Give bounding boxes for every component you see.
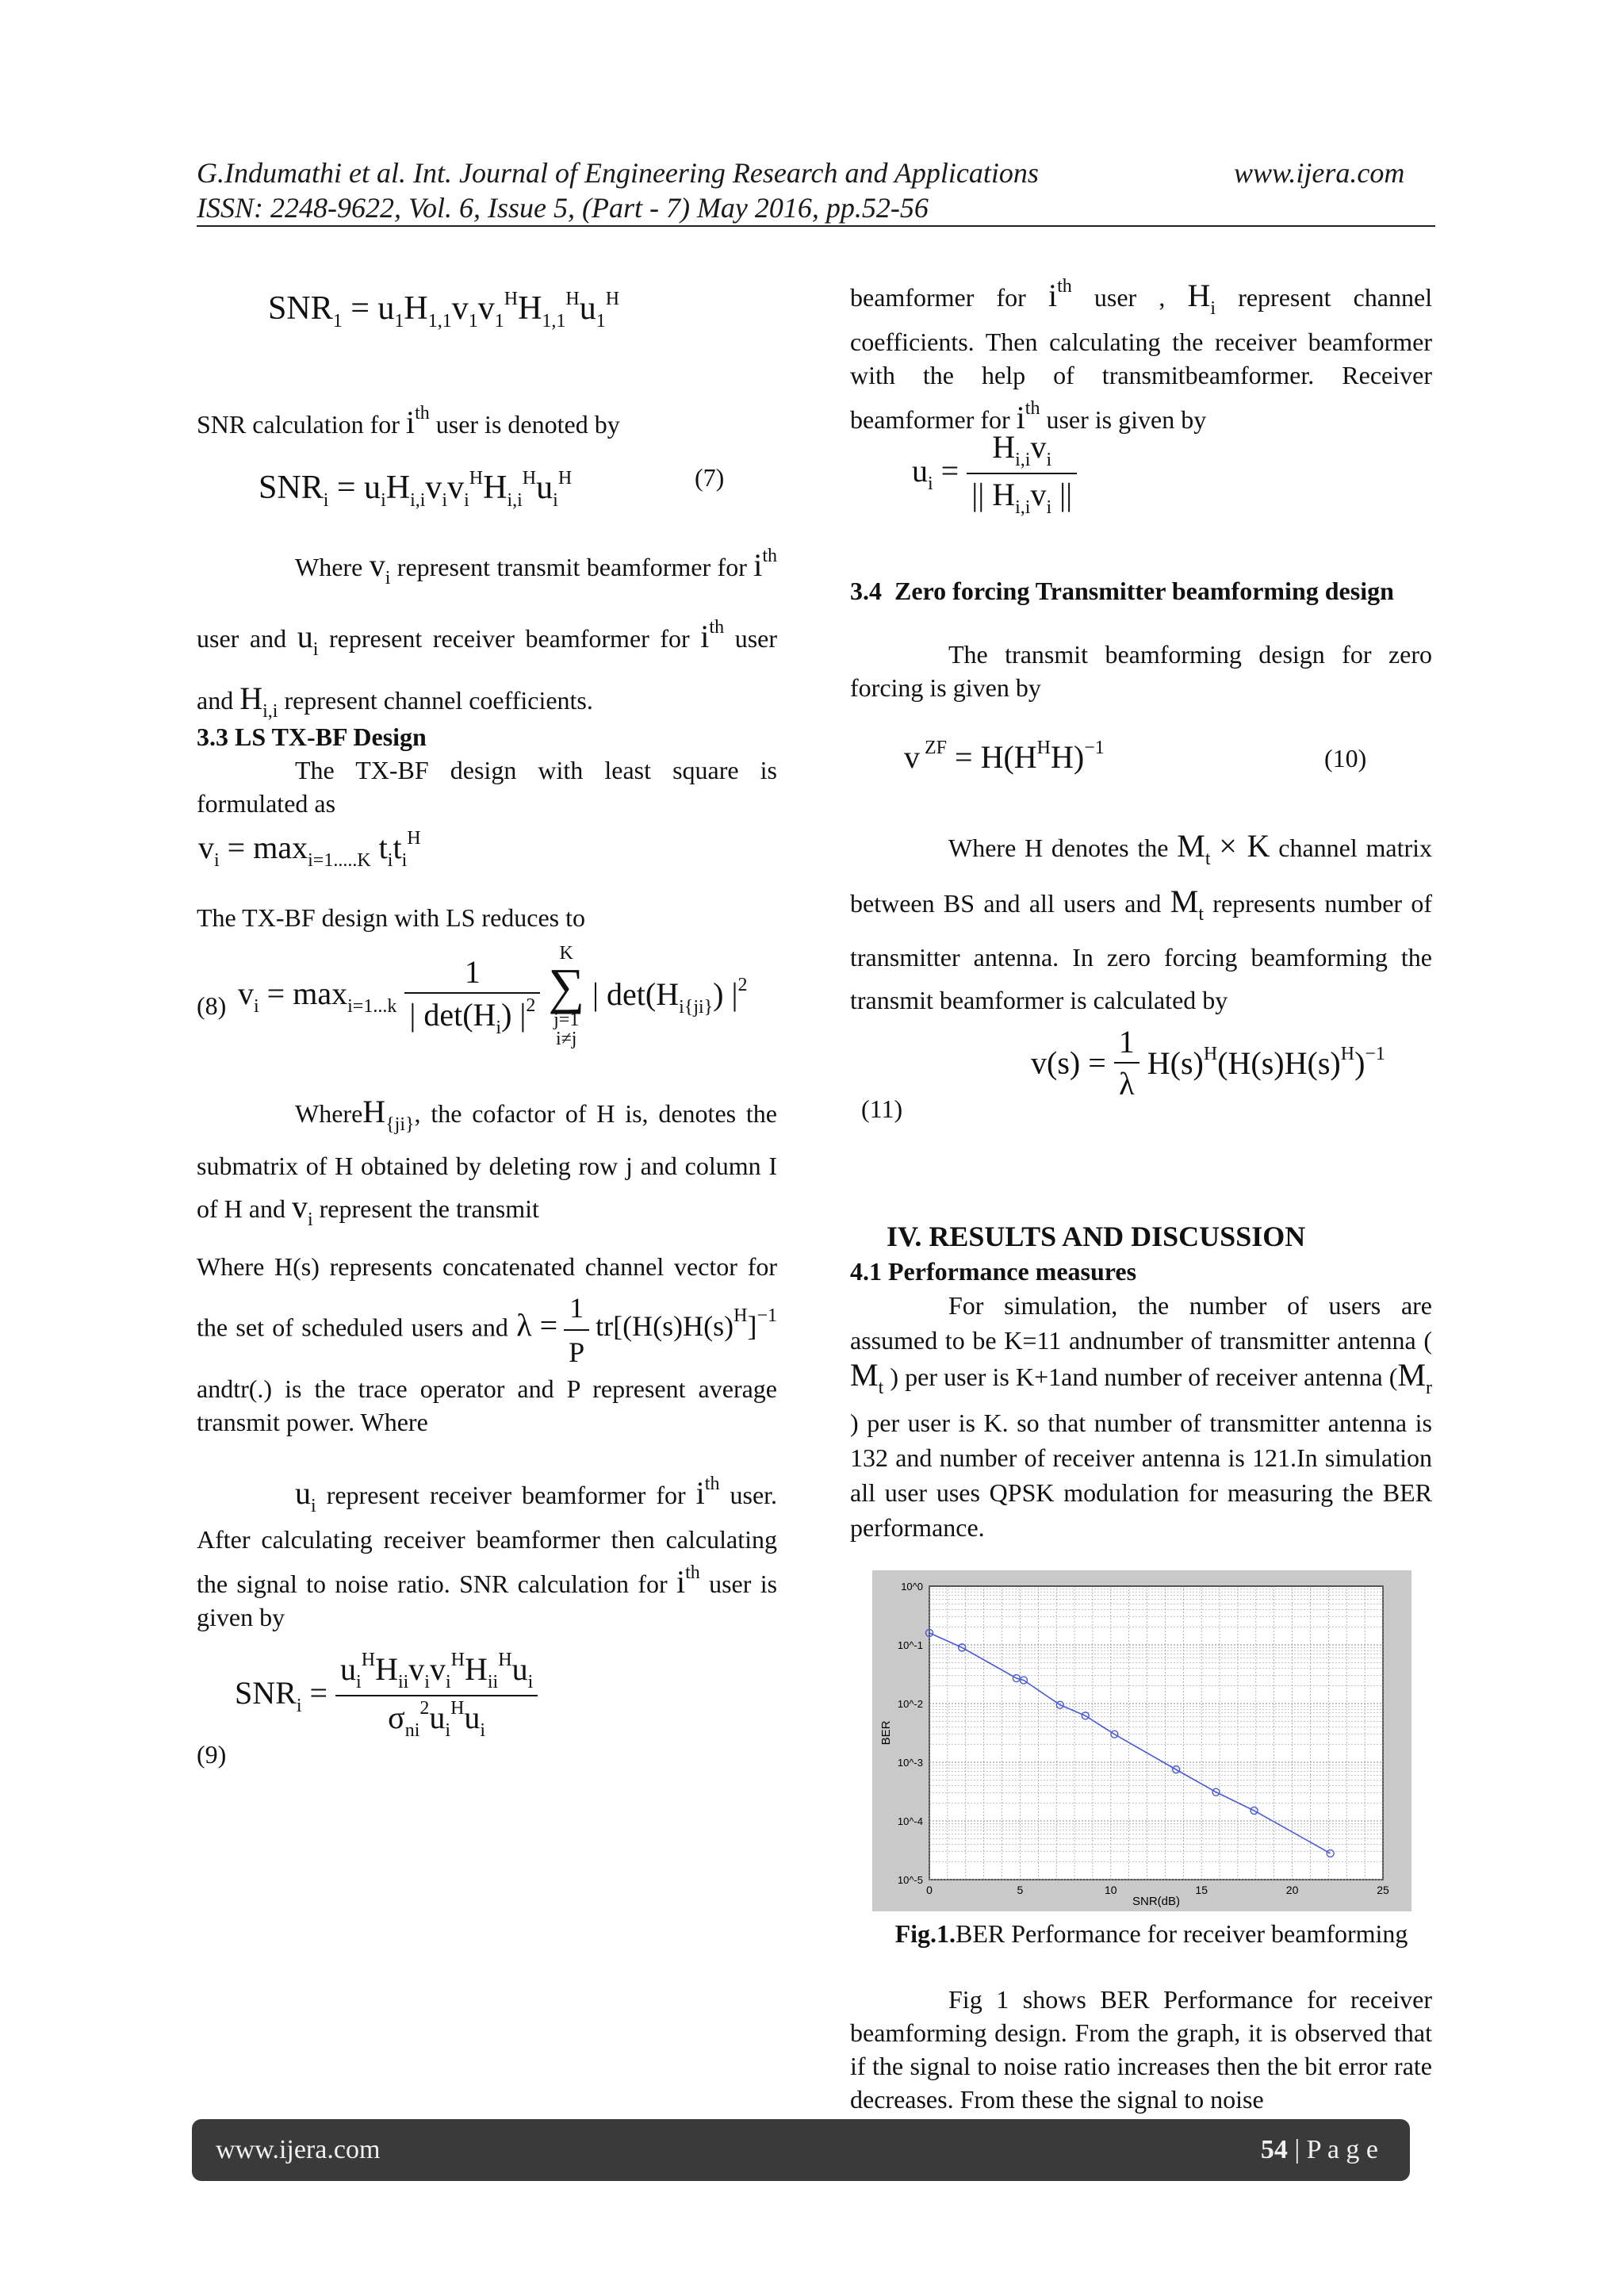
section-3-3-heading: 3.3 LS TX-BF Design: [197, 723, 427, 751]
cofactor-paragraph: WhereH$_{\{ji\}}$, the cofactor of H is, denotes the submatrix of H obtained by deleting row j and column I of H and $v_i$ represent the transmit: [197, 1094, 777, 1230]
page-number: 54 | P a g e: [1260, 2135, 1378, 2164]
x-tick-label: 0: [926, 1884, 933, 1896]
eq11: v(s) = $\frac{1}{\lambda}$ $H(s)^H(H(s)H(s)^H)^{-1}$: [1031, 1024, 1385, 1102]
ls-max-equation: $v_i = \max_{i=1.....K} t_it_i^H$: [198, 828, 421, 871]
eq7-number: (7): [695, 463, 725, 492]
x-tick-label: 10: [1105, 1884, 1117, 1896]
eq8-number: (8): [197, 991, 227, 1020]
figure-caption: Fig.1.BER Performance for receiver beamforming: [894, 1919, 1408, 1948]
page-footer: [192, 2119, 1410, 2181]
snr-intro: SNR calculation for $i^{th}$ user is denoted by: [197, 403, 620, 440]
y-tick-label: 10^-4: [897, 1815, 923, 1827]
section-3-4-heading: 3.4 Zero forcing Transmitter beamforming design: [850, 577, 1394, 605]
ui-paragraph: $u_i$ represent receiver beamformer for $i^{th}$ user. After calculating receiver beamformer then calculating the signal to noise ratio. SNR calculation for $i^{th}$ user is given by: [197, 1474, 778, 1631]
eq10-number: (10): [1324, 744, 1367, 772]
section-3-4-text: The transmit beamforming design for zero forcing is given by: [850, 640, 1432, 702]
y-tick-label: 10^-5: [897, 1874, 923, 1886]
eq10: v $^{ZF} = H(H^HH)^{-1}$: [904, 738, 1105, 775]
x-tick-label: 5: [1017, 1884, 1024, 1896]
section-3-3-text: The TX-BF design with least square is formulated as: [197, 756, 777, 818]
section-4-heading: IV. RESULTS AND DISCUSSION: [887, 1221, 1306, 1252]
x-tick-label: 15: [1195, 1884, 1208, 1896]
x-tick-label: 20: [1285, 1884, 1299, 1896]
ber-chart: [872, 1570, 1411, 1911]
snr1-equation: $SNR_1 = u_1H_{1,1}v_1v_1^HH_{1,1}^Hu_1^H$: [268, 289, 620, 332]
issn-line: ISSN: 2248-9622, Vol. 6, Issue 5, (Part - 7) May 2016, pp.52-56: [197, 192, 929, 224]
eq9-number: (9): [197, 1740, 227, 1769]
eq9: $SNR_i$ = $\frac{u_i^HH_{ii}v_iv_i^HH_{ii}^Hu_i}{\sigma_{ni}^2u_i^Hu_i}$: [235, 1650, 538, 1742]
x-tick-label: 25: [1377, 1884, 1389, 1896]
y-tick-label: 10^-1: [897, 1639, 923, 1651]
y-tick-label: 10^-3: [897, 1757, 923, 1769]
ber-figure: [872, 1570, 1411, 1911]
footer-website[interactable]: www.ijera.com: [216, 2135, 381, 2164]
zf-paragraph: Where H denotes the $M_t \times K$ channel matrix between BS and all users and $M_t$ represents number of transmitter antenna. In zero forcing beamforming the transmit beamformer is calculated by: [850, 828, 1433, 1014]
simulation-paragraph: For simulation, the number of users are assumed to be K=11 andnumber of transmitter antenna ( $M_t$ ) per user is K+1and number of receiver antenna ($M_r$ ) per user is K. so that number of transmitter antenna is 132 and number of receiver antenna is 121.In simulation all user uses QPSK modulation for measuring the BER performance.: [850, 1291, 1433, 1542]
hs-paragraph: Where H(s) represents concatenated channel vector for the set of scheduled users and λ = $\frac{1}{P}$ $tr[(H(s)H(s)^H]^{-1}$ andtr(.) is the trace operator and P represent average transmit power. Where: [197, 1252, 777, 1436]
y-axis-label: BER: [879, 1720, 893, 1746]
y-tick-label: 10^0: [901, 1581, 923, 1593]
where-paragraph-1: Where $v_i$ represent transmit beamformer for $i^{th}$ user and $u_i$ represent receiver beamformer for $i^{th}$ user and $H_{i,i}$ represent channel coefficients.: [197, 546, 778, 722]
y-tick-label: 10^-2: [897, 1698, 923, 1710]
eq11-number: (11): [861, 1094, 903, 1123]
journal-website[interactable]: www.ijera.com: [1234, 157, 1405, 189]
ls-reduce-text: The TX-BF design with LS reduces to: [197, 903, 586, 932]
eq8: $v_i = \max_{i=1...k}$ $\frac{1}{| \det(H_i) |^2}$ K ∑ j=1 i≠j | $\det(H_{i\{ji\}})$ $|^2$: [238, 943, 748, 1049]
ui-equation: $u_i$ = $\frac{H_{i,i}v_i}{|| H_{i,i}v_i ||}$: [912, 428, 1077, 519]
figure-discussion: Fig 1 shows BER Performance for receiver beamforming design. From the graph, it is observed that if the signal to noise ratio increases then the bit error rate decreases. From these the signal to noise: [850, 1985, 1432, 2114]
x-axis-label: SNR(dB): [1132, 1895, 1181, 1908]
journal-title: G.Indumathi et al. Int. Journal of Engineering Research and Applications: [197, 157, 1039, 189]
section-4-1-heading: 4.1 Performance measures: [850, 1257, 1137, 1286]
beamformer-paragraph: beamformer for $i^{th}$ user , $H_i$ represent channel coefficients. Then calculating the receiver beamformer with the help of transmitbeamformer. Receiver beamformer for $i^{th}$ user is given by: [850, 276, 1433, 435]
plot-area: [929, 1586, 1383, 1880]
eq7: $SNR_i = u_iH_{i,i}v_iv_i^HH_{i,i}^Hu_i^H$: [259, 468, 573, 511]
header-rule: [197, 225, 1435, 227]
